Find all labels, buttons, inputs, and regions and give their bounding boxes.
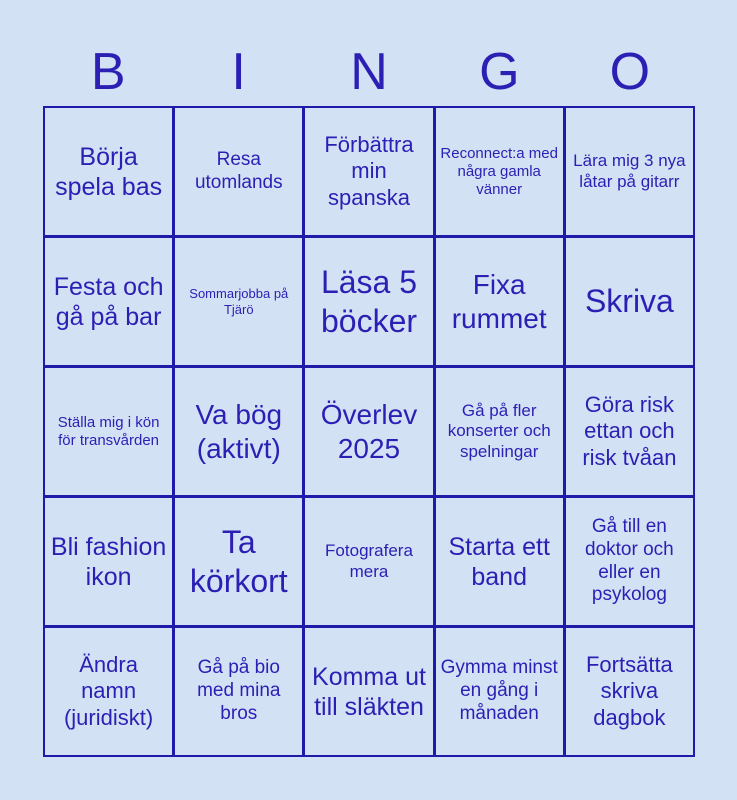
header-letter-g: G bbox=[479, 43, 520, 101]
bingo-cell-2-2[interactable]: Sommarjobba på Tjärö bbox=[175, 238, 302, 365]
bingo-cell-5-1[interactable]: Ändra namn (juridiskt) bbox=[45, 628, 172, 755]
bingo-cell-2-5[interactable]: Skriva bbox=[566, 238, 693, 365]
bingo-cell-1-2[interactable]: Resa utomlands bbox=[175, 108, 302, 235]
header-letter-b: B bbox=[90, 43, 126, 101]
bingo-cell-2-4[interactable]: Fixa rummet bbox=[436, 238, 563, 365]
header-letter-o: O bbox=[609, 43, 651, 101]
bingo-cell-2-1[interactable]: Festa och gå på bar bbox=[45, 238, 172, 365]
bingo-cell-3-4[interactable]: Gå på fler konserter och spelningar bbox=[436, 368, 563, 495]
bingo-board bbox=[43, 106, 695, 757]
bingo-cell-4-2[interactable]: Ta körkort bbox=[175, 498, 302, 625]
bingo-cell-3-5[interactable]: Göra risk ettan och risk tvåan bbox=[566, 368, 693, 495]
bingo-cell-4-4[interactable]: Starta ett band bbox=[436, 498, 563, 625]
bingo-cell-5-3[interactable]: Komma ut till släkten bbox=[305, 628, 432, 755]
bingo-cell-5-4[interactable]: Gymma minst en gång i månaden bbox=[436, 628, 563, 755]
bingo-cell-5-5[interactable]: Fortsätta skriva dagbok bbox=[566, 628, 693, 755]
bingo-header bbox=[43, 38, 695, 106]
bingo-cell-1-5[interactable]: Lära mig 3 nya låtar på gitarr bbox=[566, 108, 693, 235]
bingo-cell-3-3[interactable]: Överlev 2025 bbox=[305, 368, 432, 495]
bingo-cell-4-1[interactable]: Bli fashion ikon bbox=[45, 498, 172, 625]
bingo-cell-1-3[interactable]: Förbättra min spanska bbox=[305, 108, 432, 235]
header-letter-n: N bbox=[350, 43, 388, 101]
bingo-cell-4-5[interactable]: Gå till en doktor och eller en psykolog bbox=[566, 498, 693, 625]
bingo-cell-5-2[interactable]: Gå på bio med mina bros bbox=[175, 628, 302, 755]
bingo-cell-3-1[interactable]: Ställa mig i kön för transvården bbox=[45, 368, 172, 495]
bingo-cell-4-3[interactable]: Fotografera mera bbox=[305, 498, 432, 625]
bingo-cell-3-2[interactable]: Va bög (aktivt) bbox=[175, 368, 302, 495]
bingo-cell-1-4[interactable]: Reconnect:a med några gamla vänner bbox=[436, 108, 563, 235]
bingo-cell-1-1[interactable]: Börja spela bas bbox=[45, 108, 172, 235]
bingo-cell-2-3[interactable]: Läsa 5 böcker bbox=[305, 238, 432, 365]
header-letter-i: I bbox=[231, 43, 246, 101]
